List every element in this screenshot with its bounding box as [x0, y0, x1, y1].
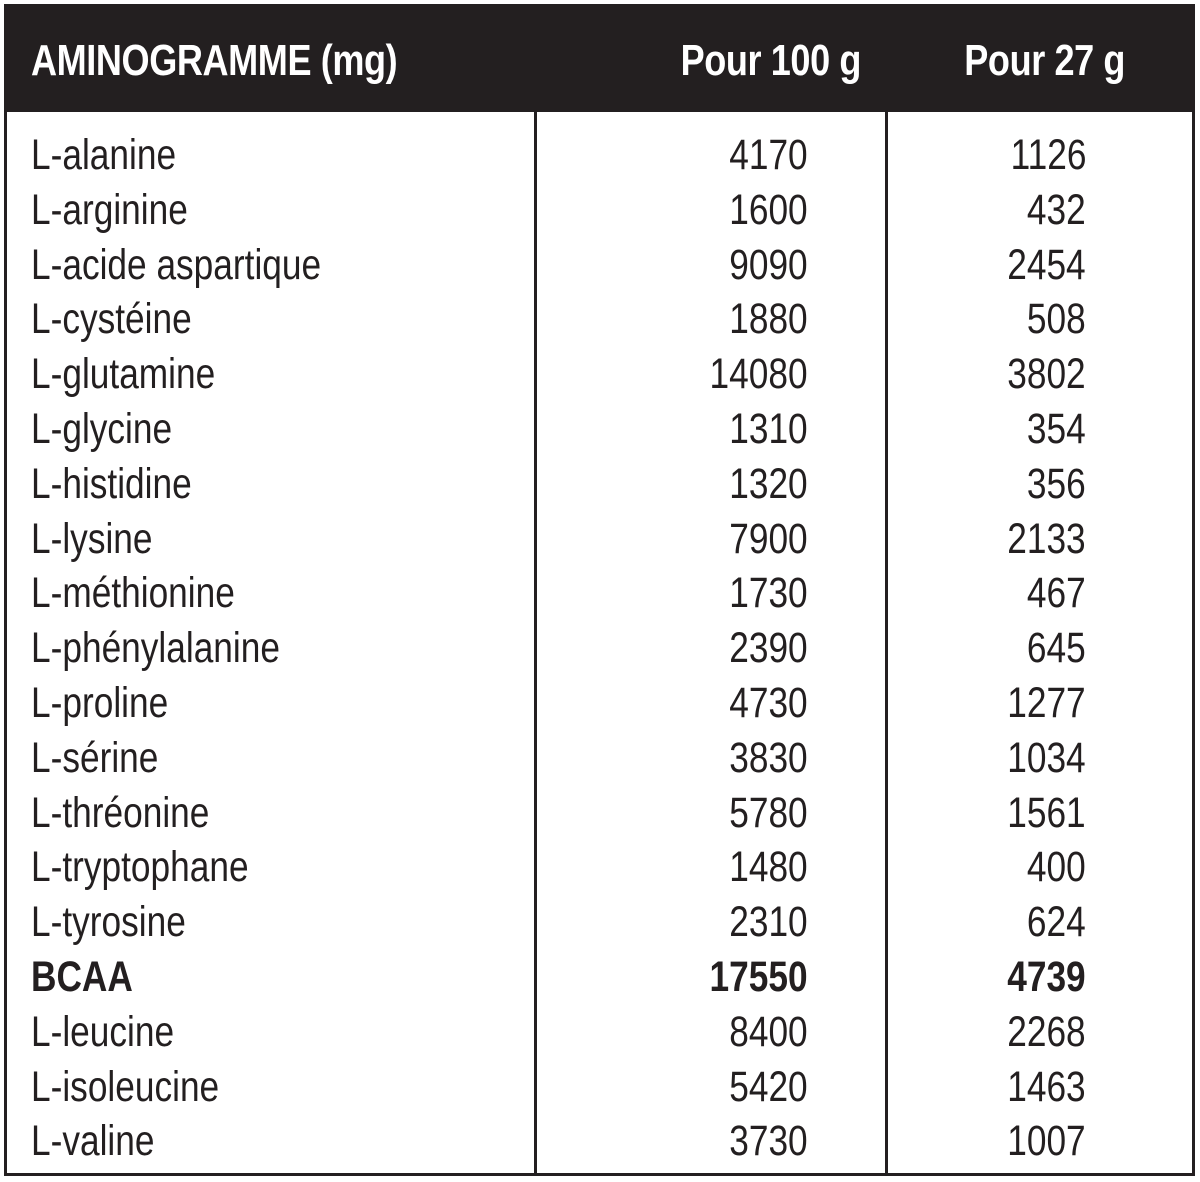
amino-acid-name: L-histidine: [31, 459, 192, 508]
header-label: AMINOGRAMME (mg): [31, 36, 398, 85]
value-per-27g: 432: [1027, 185, 1086, 234]
table-row: [7, 1114, 1192, 1169]
value-per-100g: 7900: [729, 514, 808, 563]
value-per-27g: 2133: [1007, 514, 1086, 563]
value-per-100g: 1310: [729, 404, 808, 453]
table-row: [7, 786, 1192, 841]
value-per-100g: 3730: [729, 1117, 808, 1166]
amino-acid-name: L-acide aspartique: [31, 240, 322, 289]
table-row: [7, 183, 1192, 238]
value-per-100g: 9090: [729, 240, 808, 289]
amino-acid-name: BCAA: [31, 952, 133, 1001]
value-per-27g: 508: [1027, 295, 1086, 344]
table-row: [7, 621, 1192, 676]
value-per-100g: 14080: [709, 350, 808, 399]
value-per-100g: 1320: [729, 459, 808, 508]
value-per-27g: 356: [1027, 459, 1086, 508]
value-per-27g: 1007: [1007, 1117, 1086, 1166]
amino-acid-name: L-phénylalanine: [31, 624, 280, 673]
value-per-100g: 5420: [729, 1062, 808, 1111]
table-row: [7, 1005, 1192, 1060]
value-per-100g: 4170: [729, 131, 808, 179]
value-per-100g: 1480: [729, 843, 808, 892]
value-per-100g: 1730: [729, 569, 808, 618]
amino-acid-name: L-thréonine: [31, 788, 210, 837]
amino-acid-name: L-arginine: [31, 185, 188, 234]
table-row: [7, 347, 1192, 402]
amino-acid-name: L-tyrosine: [31, 898, 186, 947]
table-row: [7, 676, 1192, 731]
amino-acid-name: L-sérine: [31, 733, 159, 782]
amino-acid-name: L-alanine: [31, 131, 177, 179]
table-row: [7, 566, 1192, 621]
value-per-100g: 2310: [729, 898, 808, 947]
value-per-100g: 3830: [729, 733, 808, 782]
amino-acid-name: L-leucine: [31, 1007, 175, 1056]
amino-acid-name: L-valine: [31, 1117, 155, 1166]
value-per-27g: 1277: [1007, 678, 1086, 727]
header-per-27g: Pour 27 g: [964, 36, 1125, 85]
amino-acid-name: L-glutamine: [31, 350, 216, 399]
value-per-27g: 467: [1027, 569, 1086, 618]
value-per-27g: 1034: [1007, 733, 1086, 782]
value-per-27g: 2268: [1007, 1007, 1086, 1056]
value-per-100g: 4730: [729, 678, 808, 727]
table-row: [7, 895, 1192, 950]
value-per-100g: 1600: [729, 185, 808, 234]
table-row: [7, 402, 1192, 457]
table-row: [7, 1060, 1192, 1115]
amino-acid-name: L-isoleucine: [31, 1062, 220, 1111]
table-row: [7, 512, 1192, 567]
value-per-100g: 8400: [729, 1007, 808, 1056]
value-per-27g: 1126: [1010, 131, 1086, 179]
value-per-27g: 2454: [1007, 240, 1086, 289]
table-row: [7, 292, 1192, 347]
table-body: [7, 128, 1192, 1169]
value-per-27g: 645: [1027, 624, 1086, 673]
amino-acid-name: L-glycine: [31, 404, 173, 453]
table-row: [7, 238, 1192, 293]
aminogram-table: [4, 4, 1195, 1176]
table-row: [7, 457, 1192, 512]
table-row: [7, 950, 1192, 1005]
value-per-27g: 400: [1027, 843, 1086, 892]
value-per-27g: 1561: [1007, 788, 1086, 837]
value-per-27g: 4739: [1007, 952, 1086, 1001]
table-row: [7, 840, 1192, 895]
table-header: [7, 7, 1192, 112]
value-per-100g: 17550: [709, 952, 808, 1001]
value-per-27g: 1463: [1007, 1062, 1086, 1111]
value-per-27g: 624: [1027, 898, 1086, 947]
value-per-100g: 5780: [729, 788, 808, 837]
value-per-27g: 354: [1027, 404, 1086, 453]
amino-acid-name: L-proline: [31, 678, 169, 727]
amino-acid-name: L-tryptophane: [31, 843, 249, 892]
amino-acid-name: L-méthionine: [31, 569, 235, 618]
amino-acid-name: L-cystéine: [31, 295, 192, 344]
table-row: [7, 731, 1192, 786]
table-row: [7, 128, 1192, 183]
value-per-100g: 2390: [729, 624, 808, 673]
value-per-27g: 3802: [1007, 350, 1086, 399]
amino-acid-name: L-lysine: [31, 514, 153, 563]
header-per-100g: Pour 100 g: [680, 36, 861, 85]
value-per-100g: 1880: [729, 295, 808, 344]
